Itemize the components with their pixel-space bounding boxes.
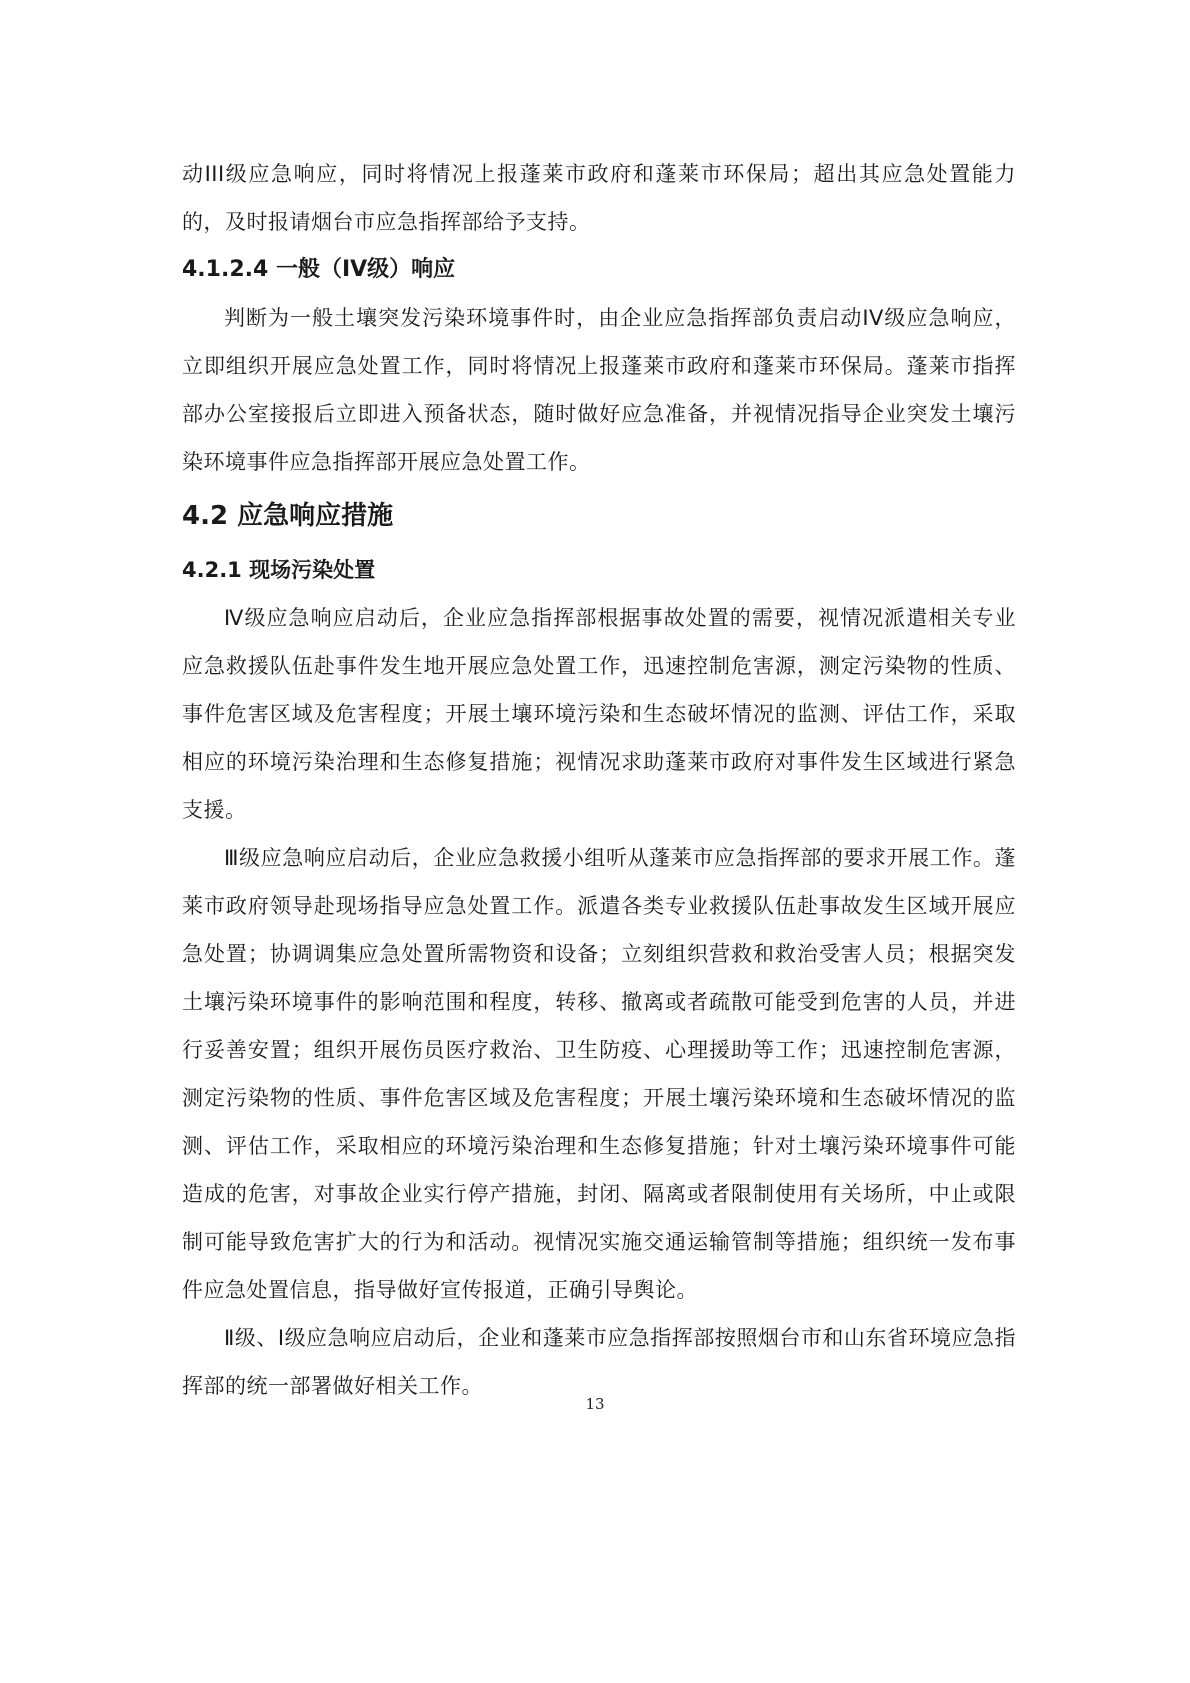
heading-4-2: 4.2 应急响应措施 <box>182 501 394 531</box>
continuation-paragraph: 动III级应急响应，同时将情况上报蓬莱市政府和蓬莱市环保局；超出其应急处置能力的，及时报请烟台市应急指挥部给予支持。 <box>182 162 1016 234</box>
heading-4-2-1: 4.2.1 现场污染处置 <box>182 558 376 582</box>
page-content <box>182 150 1016 1410</box>
heading-4-1-2-4: 4.1.2.4 一般（IV级）响应 <box>182 257 456 282</box>
paragraph-level-4-response: Ⅳ级应急响应启动后，企业应急指挥部根据事故处置的需要，视情况派遣相关专业应急救援队伍赴事件发生地开展应急处置工作，迅速控制危害源，测定污染物的性质、事件危害区域及危害程度；开展土壤环境污染和生态破坏情况的监测、评估工作，采取相应的环境污染治理和生态修复措施；视情况求助蓬莱市政府对事件发生区域进行紧急支援。 <box>182 606 1016 822</box>
paragraph-level-1-2-response: Ⅱ级、Ⅰ级应急响应启动后，企业和蓬莱市应急指挥部按照烟台市和山东省环境应急指挥部的统一部署做好相关工作。 <box>182 1326 1016 1398</box>
paragraph-general-response: 判断为一般土壤突发污染环境事件时，由企业应急指挥部负责启动IV级应急响应，立即组织开展应急处置工作，同时将情况上报蓬莱市政府和蓬莱市环保局。蓬莱市指挥部办公室接报后立即进入预备状态，随时做好应急准备，并视情况指导企业突发土壤污染环境事件应急指挥部开展应急处置工作。 <box>182 306 1016 474</box>
paragraph-level-3-response: Ⅲ级应急响应启动后，企业应急救援小组听从蓬莱市应急指挥部的要求开展工作。蓬莱市政府领导赴现场指导应急处置工作。派遣各类专业救援队伍赴事故发生区域开展应急处置；协调调集应急处置所需物资和设备；立刻组织营救和救治受害人员；根据突发土壤污染环境事件的影响范围和程度，转移、撤离或者疏散可能受到危害的人员，并进行妥善安置；组织开展伤员医疗救治、卫生防疫、心理援助等工作；迅速控制危害源，测定污染物的性质、事件危害区域及危害程度；开展土壤污染环境和生态破坏情况的监测、评估工作，采取相应的环境污染治理和生态修复措施；针对土壤污染环境事件可能造成的危害，对事故企业实行停产措施，封闭、隔离或者限制使用有关场所，中止或限制可能导致危害扩大的行为和活动。视情况实施交通运输管制等措施；组织统一发布事件应急处置信息，指导做好宣传报道，正确引导舆论。 <box>182 846 1016 1302</box>
page-number: 13 <box>585 1395 605 1413</box>
